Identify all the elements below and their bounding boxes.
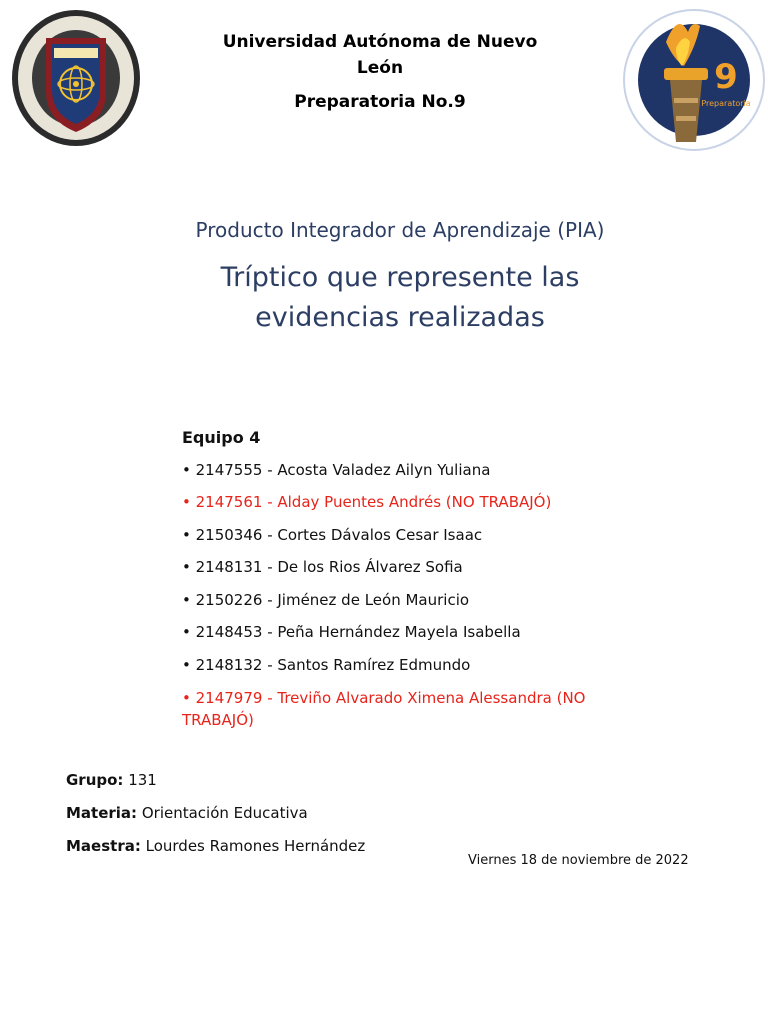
main-title-line1: Tríptico que represente las bbox=[220, 262, 580, 293]
subject-value: Orientación Educativa bbox=[141, 804, 308, 822]
team-member: • 2148132 - Santos Ramírez Edmundo bbox=[182, 656, 471, 674]
university-name-line1: Universidad Autónoma de Nuevo bbox=[222, 32, 538, 52]
team-member: • 2150346 - Cortes Dávalos Cesar Isaac bbox=[182, 526, 483, 544]
uanl-logo bbox=[10, 8, 142, 148]
team-title: Equipo 4 bbox=[182, 428, 261, 447]
svg-text:9: 9 bbox=[714, 57, 738, 97]
team-member: • 2148453 - Peña Hernández Mayela Isabella bbox=[182, 623, 521, 641]
group-info bbox=[66, 771, 157, 789]
document-date: Viernes 18 de noviembre de 2022 bbox=[468, 853, 689, 868]
group-value: 131 bbox=[128, 771, 157, 789]
main-title-line2: evidencias realizadas bbox=[255, 302, 545, 333]
teacher-value: Lourdes Ramones Hernández bbox=[145, 837, 366, 855]
university-name-line2: León bbox=[356, 58, 404, 78]
team-member: • 2148131 - De los Rios Álvarez Sofia bbox=[182, 558, 463, 576]
team-member-not-worked: • 2147561 - Alday Puentes Andrés (NO TRABAJÓ) bbox=[182, 493, 552, 511]
product-title: Producto Integrador de Aprendizaje (PIA) bbox=[195, 218, 605, 242]
subject-info bbox=[66, 804, 308, 822]
team-member-not-worked: • 2147979 - Treviño Alvarado Ximena Alessandra (NO TRABAJÓ) bbox=[182, 689, 586, 729]
teacher-label: Maestra: bbox=[66, 837, 141, 855]
group-label: Grupo: bbox=[66, 771, 124, 789]
school-name: Preparatoria No.9 bbox=[294, 92, 466, 112]
subject-label: Materia: bbox=[66, 804, 138, 822]
team-member: • 2150226 - Jiménez de León Mauricio bbox=[182, 591, 470, 609]
prepa9-logo bbox=[618, 2, 766, 162]
team-member: • 2147555 - Acosta Valadez Ailyn Yuliana bbox=[182, 461, 491, 479]
svg-text:Preparatoria: Preparatoria bbox=[701, 99, 751, 108]
teacher-info bbox=[66, 837, 365, 855]
